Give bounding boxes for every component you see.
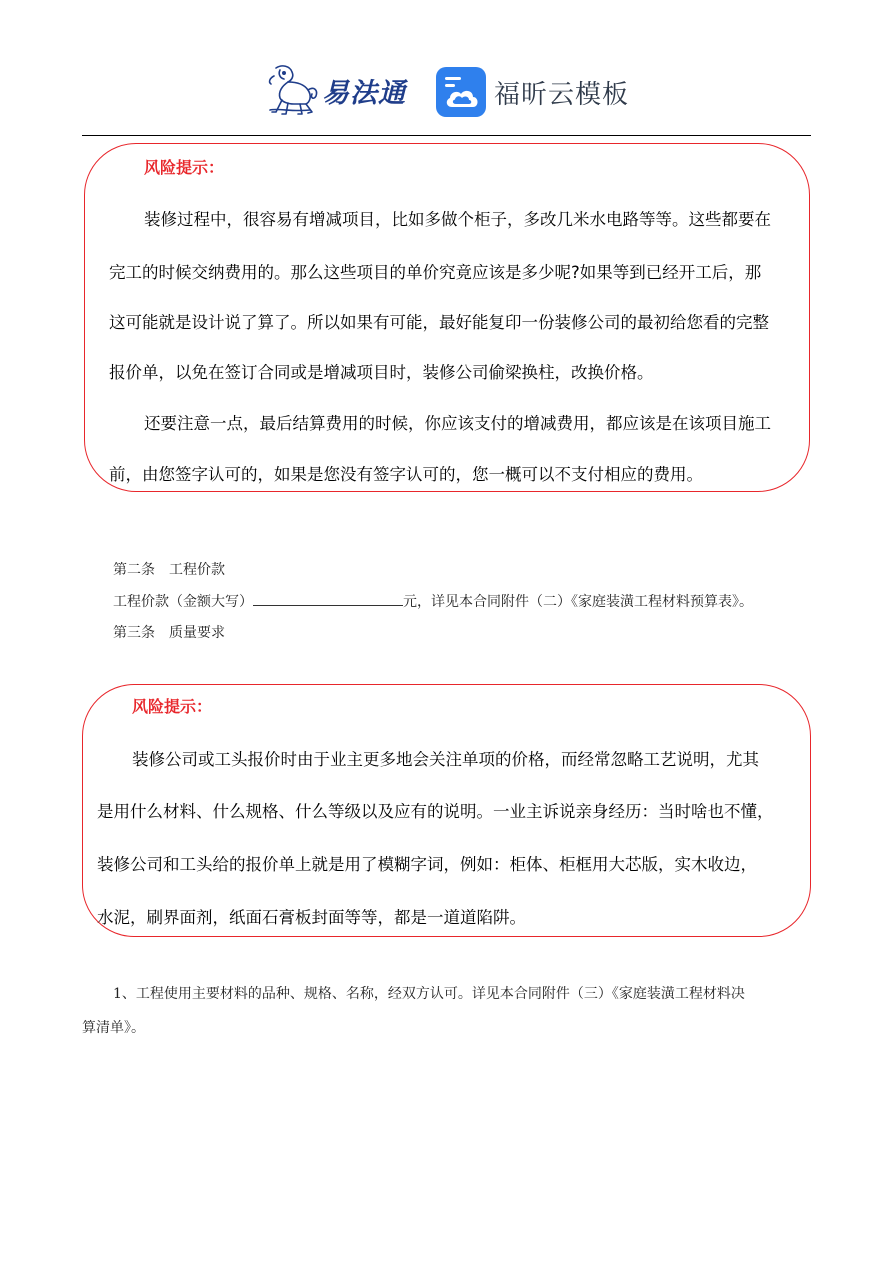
- cloud-document-icon: [436, 67, 486, 117]
- item-1-line-2: 算清单》。: [82, 1020, 145, 1036]
- risk-notice-title-1: 风险提示：: [144, 158, 225, 177]
- risk-notice-1-line-3: 这可能就是设计说了算了。所以如果有可能，最好能复印一份装修公司的最初给您看的完整: [109, 313, 769, 332]
- risk-notice-1-line-1: 装修过程中，很容易有增减项目，比如多做个柜子，多改几米水电路等等。这些都要在: [144, 210, 771, 229]
- risk-notice-2-line-1: 装修公司或工头报价时由于业主更多地会关注单项的价格，而经常忽略工艺说明，尤其: [132, 750, 759, 769]
- risk-notice-1-line-4: 报价单，以免在签订合同或是增减项目时，装修公司偷梁换柱，改换价格。: [109, 363, 654, 382]
- risk-notice-2-line-4: 水泥，刷界面剂，纸面石膏板封面等等，都是一道道陷阱。: [97, 908, 526, 927]
- header-divider: [82, 135, 811, 136]
- yifatong-logo: [262, 62, 422, 118]
- risk-notice-title-2: 风险提示：: [132, 697, 213, 716]
- yifatong-logo-text: 易法通: [322, 77, 406, 109]
- risk-notice-2-line-3: 装修公司和工头给的报价单上就是用了模糊字词，例如：柜体、柜框用大芯版，实木收边，: [97, 855, 757, 874]
- clause-3-heading: 第三条 质量要求: [113, 625, 225, 641]
- price-label: 工程价款（金额大写）: [113, 594, 253, 610]
- item-1-line-1: 1、工程使用主要材料的品种、规格、名称，经双方认可。详见本合同附件（三）《家庭装潢工程材料决: [113, 986, 745, 1002]
- clause-2-heading: 第二条 工程价款: [113, 562, 225, 578]
- clause-2-price-line: [113, 591, 753, 611]
- risk-notice-1-line-2: 完工的时候交纳费用的。那么这些项目的单价究竟应该是多少呢?如果等到已经开工后，那: [109, 263, 762, 282]
- risk-notice-1-line-6: 前，由您签字认可的，如果是您没有签字认可的，您一概可以不支付相应的费用。: [109, 465, 703, 484]
- risk-notice-1-line-5: 还要注意一点，最后结算费用的时候，你应该支付的增减费用，都应该是在该项目施工: [144, 414, 771, 433]
- page-header: [0, 0, 893, 136]
- price-reference: 元，详见本合同附件（二）《家庭装潢工程材料预算表》。: [403, 594, 753, 610]
- risk-notice-2-line-2: 是用什么材料、什么规格、什么等级以及应有的说明。一业主诉说亲身经历：当时啥也不懂，: [97, 802, 774, 821]
- price-amount-blank: [253, 591, 403, 606]
- qilin-icon: [262, 62, 320, 118]
- fuxin-logo-text: 福昕云模板: [494, 79, 630, 110]
- fuxin-logo: [436, 66, 629, 118]
